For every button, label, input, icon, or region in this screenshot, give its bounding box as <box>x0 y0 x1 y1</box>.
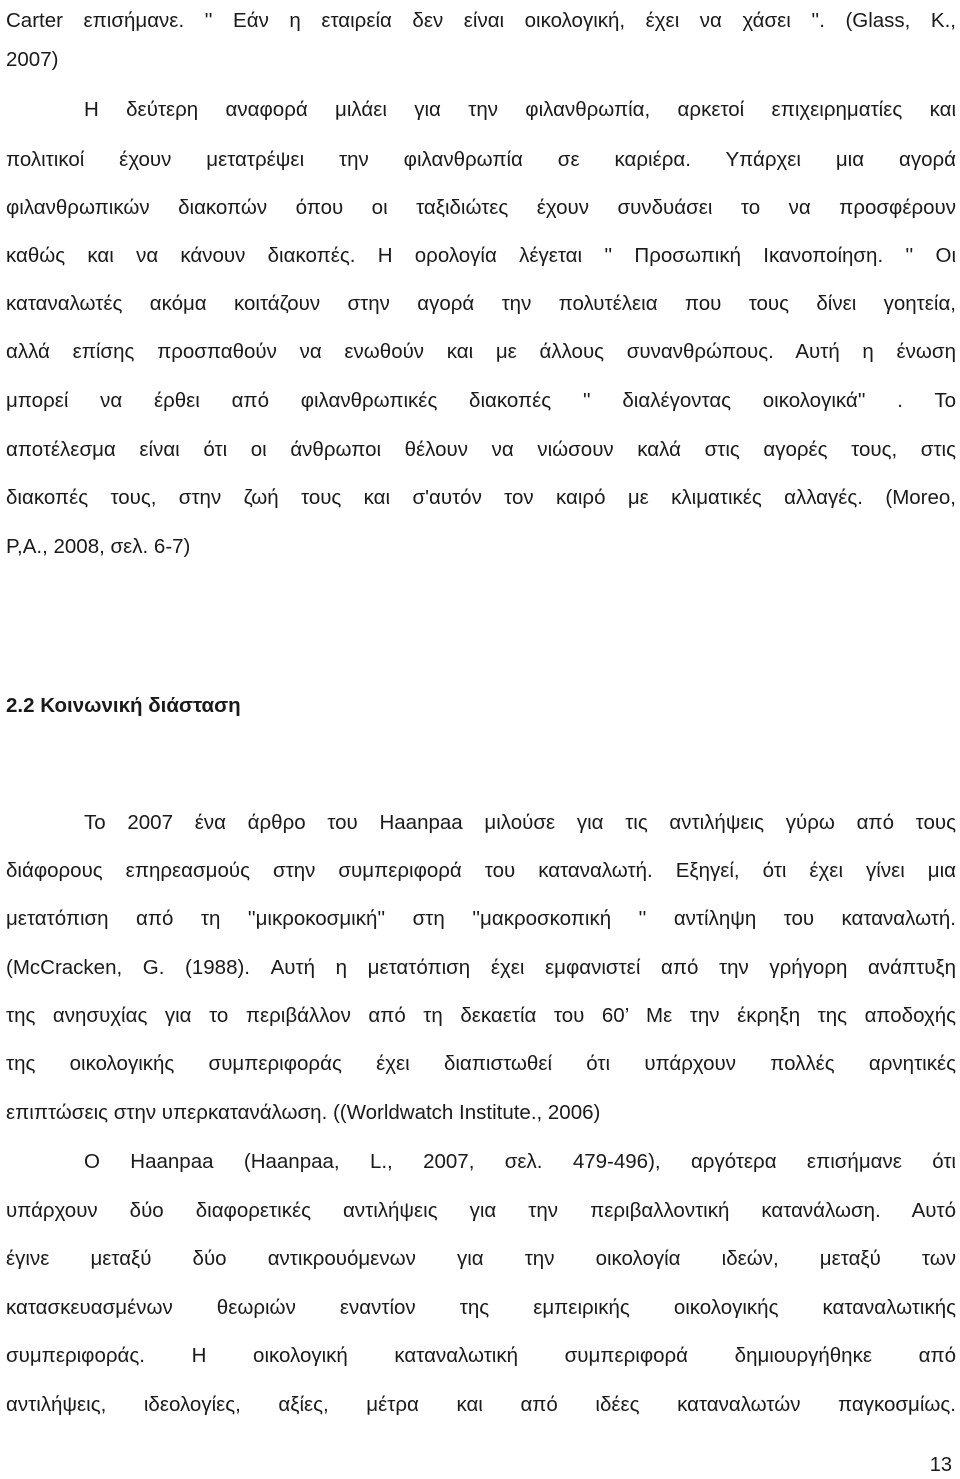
paragraph-2-line: πολιτικοί έχουν μετατρέψει την φιλανθρωπία σε καριέρα. Υπάρχει μια αγορά <box>6 148 956 171</box>
paragraph-3-line: μετατόπιση από τη ''μικροκοσμική'' στη ''μακροσκοπική '' αντίληψη του καταναλωτή. <box>6 907 956 930</box>
paragraph-2-line: καταναλωτές ακόμα κοιτάζουν στην αγορά την πολυτέλεια που τους δίνει γοητεία, <box>6 292 956 315</box>
paragraph-4-line: έγινε μεταξύ δύο αντικρουόμενων για την οικολογία ιδεών, μεταξύ των <box>6 1247 956 1270</box>
paragraph-2-line: Η δεύτερη αναφορά μιλάει για την φιλανθρωπία, αρκετοί επιχειρηματίες και <box>84 98 956 121</box>
page-number: 13 <box>929 1454 952 1476</box>
paragraph-2-line: αλλά επίσης προσπαθούν να ενωθούν και με άλλους συνανθρώπους. Αυτή η ένωση <box>6 340 956 363</box>
paragraph-4-line: κατασκευασμένων θεωριών εναντίον της εμπειρικής οικολογικής καταναλωτικής <box>6 1296 956 1319</box>
paragraph-2-line: P,A., 2008, σελ. 6-7) <box>6 535 191 558</box>
paragraph-3-line: επιπτώσεις στην υπερκατανάλωση. ((Worldwatch Institute., 2006) <box>6 1101 601 1124</box>
paragraph-2-line: μπορεί να έρθει από φιλανθρωπικές διακοπές '' διαλέγοντας οικολογικά'' . Το <box>6 389 956 412</box>
paragraph-4-line: αντιλήψεις, ιδεολογίες, αξίες, μέτρα και από ιδέες καταναλωτών παγκοσμίως. <box>6 1393 956 1416</box>
paragraph-3-line: της ανησυχίας για το περιβάλλον από τη δεκαετία του 60’ Με την έκρηξη της αποδοχής <box>6 1004 956 1027</box>
section-title: Κοινωνική διάσταση <box>40 694 241 717</box>
paragraph-4-line: υπάρχουν δύο διαφορετικές αντιλήψεις για την περιβαλλοντική κατανάλωση. Αυτό <box>6 1199 956 1222</box>
document-page <box>6 0 956 1479</box>
paragraph-3-line: διάφορους επηρεασμούς στην συμπεριφορά του καταναλωτή. Εξηγεί, ότι έχει γίνει μια <box>6 859 956 882</box>
paragraph-4-line: Ο Haanpaa (Haanpaa, L., 2007, σελ. 479-496), αργότερα επισήμανε ότι <box>84 1150 956 1173</box>
paragraph-2-line: καθώς και να κάνουν διακοπές. Η ορολογία λέγεται '' Προσωπική Ικανοποίηση. '' Οι <box>6 244 956 267</box>
paragraph-2-line: διακοπές τους, στην ζωή τους και σ'αυτόν τον καιρό με κλιματικές αλλαγές. (Moreo, <box>6 486 956 509</box>
paragraph-1-line: Carter επισήμανε. '' Εάν η εταιρεία δεν είναι οικολογική, έχει να χάσει ''. (Glass, K., <box>6 9 956 32</box>
paragraph-3-line: Το 2007 ένα άρθρο του Haanpaa μιλούσε για τις αντιλήψεις γύρω από τους <box>84 811 956 834</box>
paragraph-4-line: συμπεριφοράς. Η οικολογική καταναλωτική συμπεριφορά δημιουργήθηκε από <box>6 1344 956 1367</box>
paragraph-3-line: της οικολογικής συμπεριφοράς έχει διαπιστωθεί ότι υπάρχουν πολλές αρνητικές <box>6 1052 956 1075</box>
paragraph-3-line: (McCracken, G. (1988). Αυτή η μετατόπιση έχει εμφανιστεί από την γρήγορη ανάπτυξη <box>6 956 956 979</box>
section-heading <box>6 692 241 720</box>
paragraph-1-line: 2007) <box>6 48 59 71</box>
paragraph-2-line: φιλανθρωπικών διακοπών όπου οι ταξιδιώτες έχουν συνδυάσει το να προσφέρουν <box>6 196 956 219</box>
section-number: 2.2 <box>6 694 35 717</box>
paragraph-2-line: αποτέλεσμα είναι ότι οι άνθρωποι θέλουν να νιώσουν καλά στις αγορές τους, στις <box>6 438 956 461</box>
